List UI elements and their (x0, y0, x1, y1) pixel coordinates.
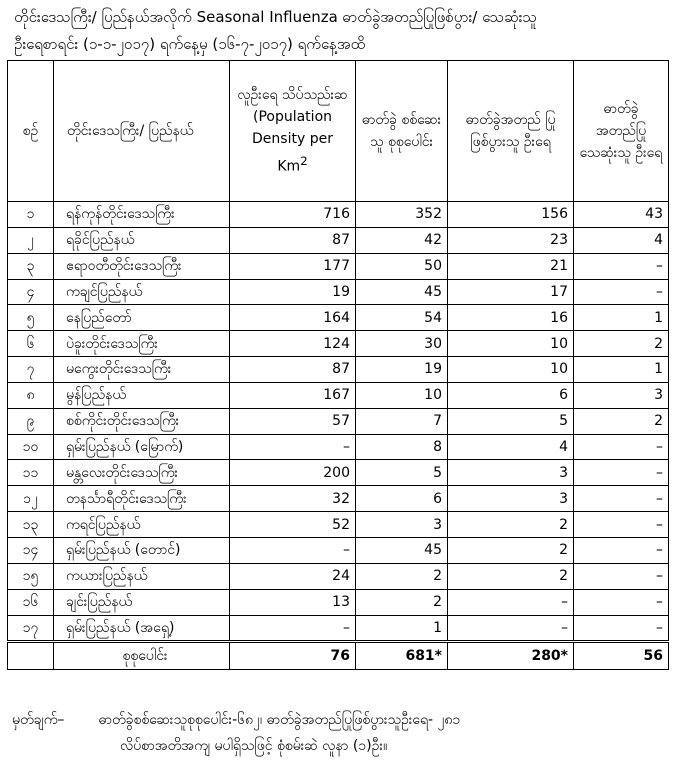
row-density: 19 (230, 279, 356, 305)
row-deaths: – (574, 434, 669, 460)
row-density: 167 (230, 382, 356, 408)
row-tested: 2 (356, 563, 448, 589)
row-confirmed: 10 (448, 331, 574, 357)
row-deaths: 3 (574, 382, 669, 408)
total-density: 76 (230, 642, 356, 670)
table-row (8, 537, 669, 563)
row-confirmed: 21 (448, 253, 574, 279)
footnote-line-2: လိပ်စာအတိအကျ မပါရှိသဖြင့် စုံစမ်းဆဲ လူနာ (၁)ဦး။ (120, 738, 388, 754)
table-row (8, 563, 669, 589)
row-region: နေပြည်တော် (54, 305, 230, 331)
row-density: 24 (230, 563, 356, 589)
row-confirmed: – (448, 589, 574, 615)
table-row (8, 305, 669, 331)
row-no: ၁၅ (8, 563, 54, 589)
row-confirmed: 3 (448, 486, 574, 512)
row-no: ၅ (8, 305, 54, 331)
row-confirmed: 23 (448, 227, 574, 253)
row-tested: 10 (356, 382, 448, 408)
row-tested: 5 (356, 460, 448, 486)
row-tested: 45 (356, 279, 448, 305)
row-no: ၄ (8, 279, 54, 305)
row-tested: 54 (356, 305, 448, 331)
row-no: ၁ (8, 202, 54, 228)
row-no: ၁၇ (8, 615, 54, 642)
row-confirmed: 2 (448, 537, 574, 563)
row-confirmed: 2 (448, 512, 574, 538)
row-deaths: 1 (574, 305, 669, 331)
row-confirmed: 6 (448, 382, 574, 408)
row-density: – (230, 615, 356, 642)
title-line-1: တိုင်းဒေသကြီး/ ပြည်နယ်အလိုက် Seasonal Influenza ဓာတ်ခွဲအတည်ပြုဖြစ်ပွား/ သေဆုံးသူ (14, 8, 537, 26)
row-deaths: 2 (574, 408, 669, 434)
row-density: 57 (230, 408, 356, 434)
row-deaths: – (574, 486, 669, 512)
table-row (8, 382, 669, 408)
table-row (8, 434, 669, 460)
row-region: ရှမ်းပြည်နယ် (မြောက်) (54, 434, 230, 460)
row-deaths: – (574, 589, 669, 615)
table-row (8, 202, 669, 228)
row-tested: 3 (356, 512, 448, 538)
footnote-tested-total: ဓာတ်ခွဲစစ်ဆေးသူစုစုပေါင်း-၆၈၂၊ (98, 712, 263, 728)
row-no: ၆ (8, 331, 54, 357)
row-region: ရှမ်းပြည်နယ် (အရှေ့) (54, 615, 230, 642)
table-row (8, 460, 669, 486)
row-density: 87 (230, 357, 356, 383)
footnote (12, 707, 667, 759)
row-density: 164 (230, 305, 356, 331)
row-region: ကရင်ပြည်နယ် (54, 512, 230, 538)
row-deaths: – (574, 563, 669, 589)
row-tested: 45 (356, 537, 448, 563)
row-density: 177 (230, 253, 356, 279)
row-deaths: – (574, 460, 669, 486)
page-title (14, 4, 669, 58)
row-density: 200 (230, 460, 356, 486)
row-no: ၁၆ (8, 589, 54, 615)
row-deaths: – (574, 615, 669, 642)
table-row (8, 331, 669, 357)
row-region: ရခိုင်ပြည်နယ် (54, 227, 230, 253)
row-tested: 7 (356, 408, 448, 434)
table-row (8, 589, 669, 615)
row-density: 52 (230, 512, 356, 538)
row-deaths: – (574, 253, 669, 279)
row-density: – (230, 537, 356, 563)
row-confirmed: 16 (448, 305, 574, 331)
header-tested: ဓာတ်ခွဲ စစ်ဆေးသူ စုစုပေါင်း (356, 61, 448, 202)
row-tested: 30 (356, 331, 448, 357)
table-row (8, 227, 669, 253)
total-confirmed: 280* (448, 642, 574, 670)
row-deaths: 4 (574, 227, 669, 253)
total-row (8, 642, 669, 670)
row-tested: 8 (356, 434, 448, 460)
title-line-2: ဦးရေစာရင်း (၁-၁-၂၀၁၇) ရက်နေ့မှ (၁၆-၇-၂၀၁၇) ရက်နေ့အထိ (14, 35, 366, 53)
header-deaths: ဓာတ်ခွဲ အတည်ပြု သေဆုံးသူ ဦးရေ (574, 61, 669, 202)
header-no: စဉ် (8, 61, 54, 202)
row-no: ၁၃ (8, 512, 54, 538)
footnote-label: မှတ်ချက်– (12, 712, 65, 728)
row-density: 32 (230, 486, 356, 512)
table-row (8, 408, 669, 434)
row-deaths: 1 (574, 357, 669, 383)
row-tested: 352 (356, 202, 448, 228)
row-no: ၁၂ (8, 486, 54, 512)
row-deaths: – (574, 279, 669, 305)
row-no: ၈ (8, 382, 54, 408)
row-region: ရှမ်းပြည်နယ် (တောင်) (54, 537, 230, 563)
row-confirmed: 3 (448, 460, 574, 486)
table-row (8, 486, 669, 512)
row-density: 716 (230, 202, 356, 228)
row-no: ၉ (8, 408, 54, 434)
row-deaths: – (574, 537, 669, 563)
row-region: ပဲခူးတိုင်းဒေသကြီး (54, 331, 230, 357)
row-no: ၇ (8, 357, 54, 383)
table-row (8, 357, 669, 383)
row-no: ၁၄ (8, 537, 54, 563)
row-region: စစ်ကိုင်းတိုင်းဒေသကြီး (54, 408, 230, 434)
header-region: တိုင်းဒေသကြီး/ ပြည်နယ် (54, 61, 230, 202)
row-deaths: 2 (574, 331, 669, 357)
table-row (8, 615, 669, 642)
row-density: 87 (230, 227, 356, 253)
row-confirmed: 10 (448, 357, 574, 383)
row-confirmed: 2 (448, 563, 574, 589)
total-label: စုစုပေါင်း (54, 642, 230, 670)
row-region: မန္တလေးတိုင်းဒေသကြီး (54, 460, 230, 486)
row-density: – (230, 434, 356, 460)
row-region: တနင်္သာရီတိုင်းဒေသကြီး (54, 486, 230, 512)
row-no: ၃ (8, 253, 54, 279)
total-no (8, 642, 54, 670)
row-deaths: – (574, 512, 669, 538)
row-confirmed: – (448, 615, 574, 642)
row-deaths: 43 (574, 202, 669, 228)
table-row (8, 253, 669, 279)
row-region: မကွေးတိုင်းဒေသကြီး (54, 357, 230, 383)
row-region: ကယားပြည်နယ် (54, 563, 230, 589)
row-density: 13 (230, 589, 356, 615)
row-confirmed: 4 (448, 434, 574, 460)
total-tested: 681* (356, 642, 448, 670)
header-density: လူဦးရေ သိပ်သည်းဆ (Population Density per Km$^2$ (230, 61, 356, 202)
row-region: ချင်းပြည်နယ် (54, 589, 230, 615)
row-confirmed: 5 (448, 408, 574, 434)
row-tested: 2 (356, 589, 448, 615)
row-region: မွန်ပြည်နယ် (54, 382, 230, 408)
table-row (8, 279, 669, 305)
table-header-row (8, 61, 669, 202)
header-confirmed: ဓာတ်ခွဲအတည် ပြုဖြစ်ပွားသူ ဦးရေ (448, 61, 574, 202)
row-no: ၁၀ (8, 434, 54, 460)
row-no: ၂ (8, 227, 54, 253)
row-region: ကချင်ပြည်နယ် (54, 279, 230, 305)
footnote-confirmed-total: ဓာတ်ခွဲအတည်ပြုဖြစ်ပွားသူဦးရေ- ၂၈၁ (266, 712, 461, 728)
row-density: 124 (230, 331, 356, 357)
row-confirmed: 156 (448, 202, 574, 228)
row-region: ရန်ကုန်တိုင်းဒေသကြီး (54, 202, 230, 228)
row-tested: 6 (356, 486, 448, 512)
row-tested: 1 (356, 615, 448, 642)
row-region: ဧရာဝတီတိုင်းဒေသကြီး (54, 253, 230, 279)
table-row (8, 512, 669, 538)
row-confirmed: 17 (448, 279, 574, 305)
row-tested: 50 (356, 253, 448, 279)
influenza-table (7, 60, 669, 670)
row-tested: 19 (356, 357, 448, 383)
row-no: ၁၁ (8, 460, 54, 486)
total-deaths: 56 (574, 642, 669, 670)
footnote-line-1 (12, 707, 667, 733)
row-tested: 42 (356, 227, 448, 253)
